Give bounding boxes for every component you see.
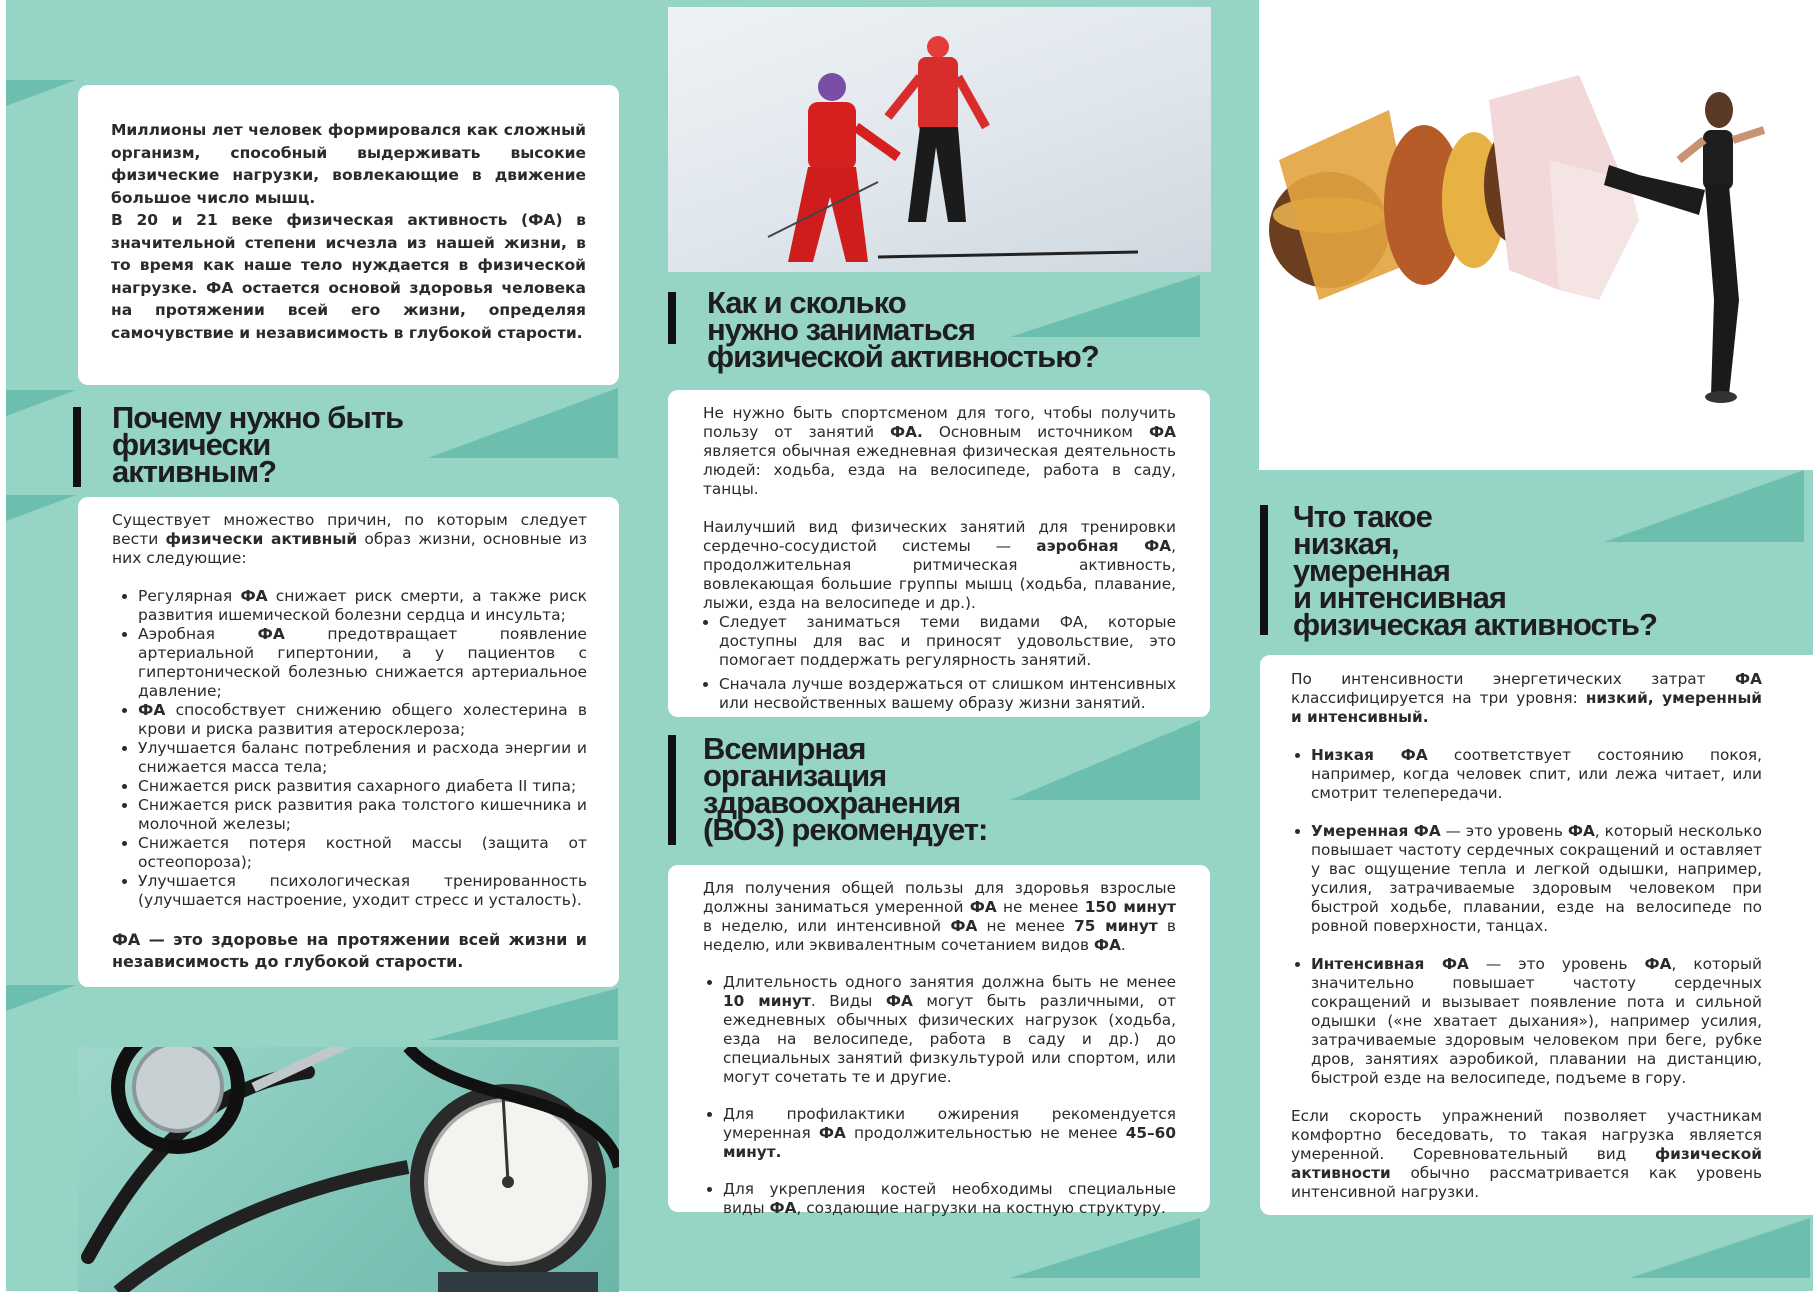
heading-bar — [668, 735, 676, 845]
list-item: • ФА способствует снижению общего холестерина в крови и риска развития атеросклероза; — [138, 701, 587, 739]
intro-paragraph-1: Миллионы лет человек формировался как сложный организм, способный выдерживать высокие физические нагрузки, вовлекающие в движение большое число мышц. — [111, 121, 586, 207]
heading-bar — [668, 292, 676, 344]
decor-triangle — [428, 388, 618, 458]
intro-paragraph-2: В 20 и 21 веке физическая активность (ФА) в значительной степени исчезла из нашей жизни, в то время как наше тело нуждается в физической нагрузке. ФА остается основой здоровья человека на протяжении всей его жизни, определяя самочувствие и независимость в глубокой старости. — [111, 211, 586, 342]
decor-triangle — [1630, 1218, 1810, 1278]
list-item: • Улучшается психологическая тренированность (улучшается настроение, уходит стресс и усталость). — [138, 872, 587, 910]
why-heading: Почему нужно быть физически активным? — [112, 400, 404, 489]
list-item: • Регулярная ФА снижает риск смерти, а также риск развития ишемической болезни сердца и инсульта; — [138, 587, 587, 625]
heading-bar — [73, 407, 81, 487]
panel-left-strip — [0, 0, 6, 1291]
heading-bar — [1260, 505, 1268, 635]
list-item: • Улучшается баланс потребления и расхода энергии и снижается масса тела; — [138, 739, 587, 777]
levels-intro: По интенсивности энергетических затрат ФА классифицируется на три уровня: низкий, умеренный и интенсивный. — [1291, 670, 1762, 726]
list-item: • Следует заниматься теми видами ФА, которые доступны для вас и приносят удовольствие, это помогает поддержать регулярность занятий. — [719, 613, 1176, 670]
list-item: • Для укрепления костей необходимы специальные виды ФА, создающие нагрузки на костную структуру. — [723, 1180, 1176, 1218]
list-item: • Сначала лучше воздержаться от слишком интенсивных или несвойственных вашему образу жизни занятий. — [719, 675, 1176, 713]
intro-card — [78, 85, 619, 385]
how-heading: Как и сколько нужно заниматься физической активностью? — [707, 285, 1099, 374]
who-list — [703, 973, 1176, 1218]
list-item: • Интенсивная ФА — это уровень ФА, который значительно повышает частоту сердечных сокращений и вызывает появление пота и сильной одышки («не хватает дыхания»), например усилия, затрачиваемые здоровым человеком при беге, рубке дров, занятиях аэробикой, плавании на дистанцию, быстрой езде на велосипеде, подъеме в гору. — [1311, 955, 1762, 1088]
decor-triangle — [6, 80, 76, 106]
how-card — [668, 390, 1210, 717]
stethoscope-photo — [78, 1047, 619, 1292]
stethoscope-illustration — [78, 1047, 619, 1292]
levels-outro: Если скорость упражнений позволяет участникам комфортно беседовать, то такая нагрузка является умеренной. Соревновательный вид физической активности обычно рассматривается как уровень интенсивной нагрузки. — [1291, 1107, 1762, 1201]
list-item: • Для профилактики ожирения рекомендуется умеренная ФА продолжительностью не менее 45–60 минут. — [723, 1105, 1176, 1162]
list-item: • Снижается потеря костной массы (защита от остеопороза); — [138, 834, 587, 872]
list-item: • Снижается риск развития сахарного диабета II типа; — [138, 777, 587, 796]
levels-card — [1260, 655, 1813, 1215]
why-card — [78, 497, 619, 987]
list-item: • Умеренная ФА — это уровень ФА, который несколько повышает частоту сердечных сокращений и оставляет у вас ощущение тепла и легкой одышки, например, усилия, затрачиваемые здоровым человеком при быстрой ходьбе, плавании, езде на велосипеде по ровной поверхности, танцах. — [1311, 822, 1762, 936]
list-item: • Аэробная ФА предотвращает появление артериальной гипертонии, а у пациентов с гипертонической болезнью снижается артериальное давление; — [138, 625, 587, 701]
decor-triangle — [428, 988, 618, 1040]
levels-heading: Что такое низкая, умеренная и интенсивная физическая активность? — [1293, 499, 1657, 642]
why-footer: ФА — это здоровье на протяжении всей жизни и независимость до глубокой старости. — [112, 930, 587, 971]
how-paragraph-1: Не нужно быть спортсменом для того, чтобы получить пользу от занятий ФА. Основным источником ФА является обычная ежедневная физическая деятельность людей: ходьба, езда на велосипеде, работа в саду, танцы. — [703, 404, 1176, 498]
skiing-photo — [668, 7, 1211, 272]
levels-list — [1291, 746, 1762, 1088]
decor-triangle — [1010, 1218, 1200, 1278]
decor-triangle — [6, 495, 76, 521]
skiers-illustration — [668, 7, 1211, 272]
list-item: • Низкая ФА соответствует состоянию покоя, например, когда человек спит, или лежа читает, или смотрит телепередачи. — [1311, 746, 1762, 803]
how-list — [703, 613, 1176, 713]
decor-triangle — [6, 390, 76, 416]
how-paragraph-2: Наилучший вид физических занятий для тренировки сердечно-сосудистой системы — аэробная ФА, продолжительная ритмическая активность, вовлекающая большие группы мышц (ходьба, плавание, лыжи, езда на велосипеде и др.). — [703, 518, 1177, 612]
who-card — [668, 865, 1210, 1217]
decor-triangle — [6, 985, 76, 1011]
list-item: • Снижается риск развития рака толстого кишечника и молочной железы; — [138, 796, 587, 834]
decor-triangle — [1010, 720, 1200, 800]
why-intro: Существует множество причин, по которым следует вести физически активный образ жизни, основные из них следующие: — [112, 511, 588, 567]
fitness-photo — [1259, 0, 1813, 470]
who-heading: Всемирная организация здравоохранения (ВОЗ) рекомендует: — [703, 731, 988, 847]
who-paragraph: Для получения общей пользы для здоровья взрослые должны заниматься умеренной ФА не менее 150 минут в неделю, или интенсивной ФА не менее 75 минут в неделю, или эквивалентным сочетанием видов ФА. — [703, 879, 1176, 954]
kick-junkfood-illustration — [1259, 0, 1813, 470]
list-item: • Длительность одного занятия должна быть не менее 10 минут. Виды ФА могут быть различными, от ежедневных обычных физических нагрузок (ходьба, езда на велосипеде, работа в саду и др.) до специальных занятий физкультурой или спортом, или могут сочетать те и другие. — [723, 973, 1176, 1087]
why-list — [112, 587, 587, 910]
